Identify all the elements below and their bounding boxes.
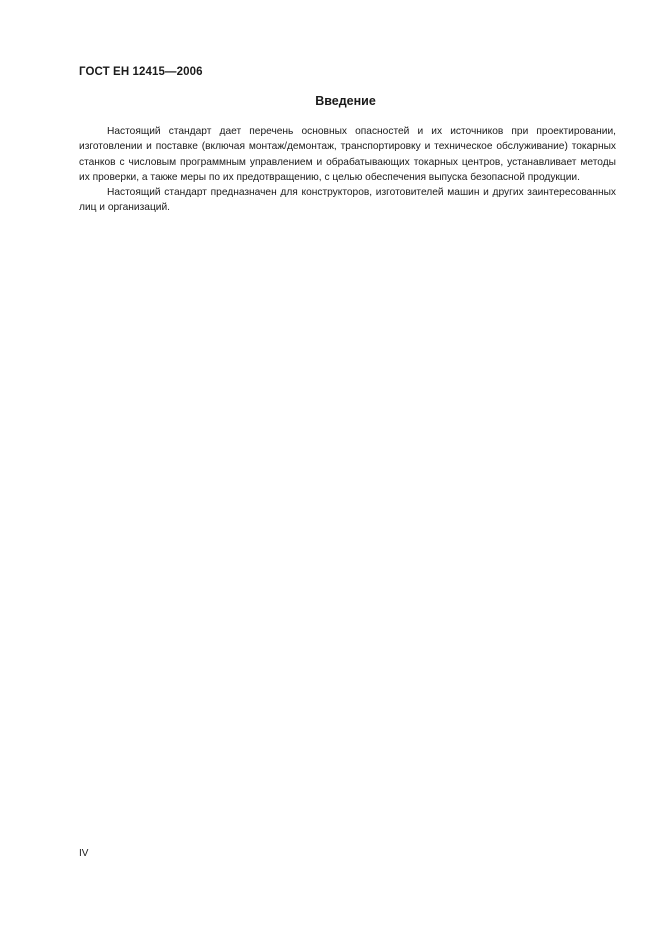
section-body <box>79 124 616 216</box>
paragraph: Настоящий стандарт дает перечень основных опасностей и их источников при проектировании, изготовлении и поставке (включая монтаж/демонтаж, транспортировку и техническое обслуживание) токарных станков с числовым программным управлением и обрабатывающих токарных центров, устанавливает методы их проверки, а также меры по их предотвращению, с целью обеспечения выпуска безопасной продукции. <box>79 126 616 183</box>
paragraph: Настоящий стандарт предназначен для конструкторов, изготовителей машин и других заинтересованных лиц и организаций. <box>79 187 616 214</box>
document-code: ГОСТ ЕН 12415—2006 <box>79 66 203 78</box>
page-number: IV <box>79 848 89 859</box>
section-title: Введение <box>315 94 376 108</box>
